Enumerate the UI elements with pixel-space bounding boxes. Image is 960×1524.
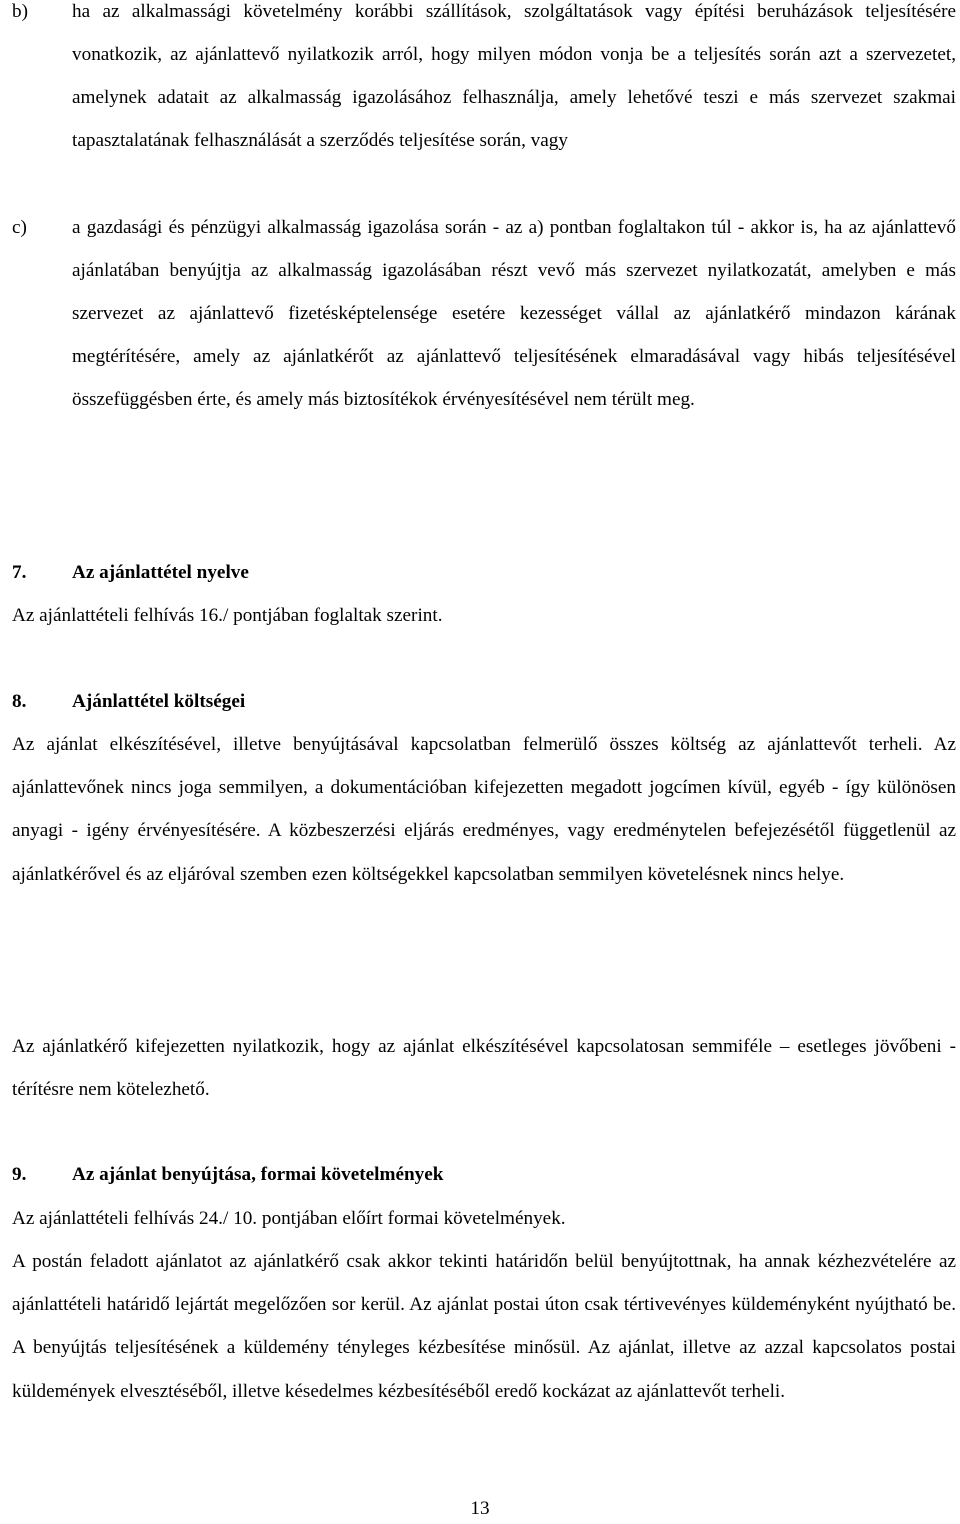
section-8-paragraph-1: Az ajánlat elkészítésével, illetve benyújtásával kapcsolatban felmerülő összes költség az ajánlattevőt terheli. Az ajánlattevőnek nincs joga semmilyen, a dokumentációban kifejezetten megadott jogcímen kívül, egyéb - így különösen anyagi - igény érvényesítésére. A közbeszerzési eljárás eredményes, vagy eredménytelen befejezésétől függetlenül az ajánlatkérővel és az eljáróval szemben ezen költségekkel kapcsolatban semmilyen követelésnek nincs helye. xyxy=(12,734,956,885)
section-title: Ajánlattétel költségei xyxy=(72,691,246,712)
list-label: c) xyxy=(12,217,27,238)
section-number: 9. xyxy=(12,1164,27,1185)
section-heading-8 xyxy=(12,680,956,723)
list-item-b xyxy=(12,0,956,162)
list-text: ha az alkalmassági követelmény korábbi szállítások, szolgáltatások vagy építési beruházások teljesítésére vonatkozik, az ajánlattevő nyilatkozik arról, hogy milyen módon vonja be a teljesítés során azt a szervezetet, amelynek adatait az alkalmasság igazolásához felhasználja, amely lehetővé teszi e más szervezet szakmai tapasztalatának felhasználását a szerződés teljesítése során, vagy xyxy=(72,1,956,151)
section-9-paragraph-1: Az ajánlattételi felhívás 24./ 10. pontjában előírt formai követelmények. xyxy=(12,1208,566,1229)
list-label: b) xyxy=(12,1,28,22)
section-heading-7 xyxy=(12,551,956,594)
section-title: Az ajánlat benyújtása, formai követelmények xyxy=(72,1164,444,1185)
section-8-paragraph-2: Az ajánlatkérő kifejezetten nyilatkozik, hogy az ajánlat elkészítésével kapcsolatosan semmiféle – esetleges jövőbeni - térítésre nem kötelezhető. xyxy=(12,1036,956,1101)
section-9-paragraph-2: A postán feladott ajánlatot az ajánlatkérő csak akkor tekinti határidőn belül benyújtottnak, ha annak kézhezvételére az ajánlattételi határidő lejártát megelőzően sor kerül. Az ajánlat postai úton csak tértivevényes küldeményként nyújtható be. A benyújtás teljesítésének a küldemény tényleges kézbesítése minősül. Az ajánlat, illetve az azzal kapcsolatos postai küldemények elvesztéséből, illetve késedelmes kézbesítéséből eredő kockázat az ajánlattevőt terheli. xyxy=(12,1251,956,1402)
section-number: 8. xyxy=(12,691,27,712)
page-number: 13 xyxy=(470,1498,490,1519)
section-number: 7. xyxy=(12,562,27,583)
list-text: a gazdasági és pénzügyi alkalmasság igazolása során - az a) pontban foglaltakon túl - akkor is, ha az ajánlattevő ajánlatában benyújtja az alkalmasság igazolásában részt vevő más szervezet nyilatkozatát, amelyben e más szervezet az ajánlattevő fizetésképtelensége esetére kezességet vállal az ajánlatkérő mindazon kárának megtérítésére, amely az ajánlatkérőt az ajánlattevő teljesítésének elmaradásával vagy hibás teljesítésével összefüggésben érte, és amely más biztosítékok érvényesítésével nem térült meg. xyxy=(72,217,956,410)
section-heading-9 xyxy=(12,1153,956,1196)
section-7-paragraph: Az ajánlattételi felhívás 16./ pontjában foglaltak szerint. xyxy=(12,605,443,626)
section-title: Az ajánlattétel nyelve xyxy=(72,562,249,583)
list-item-c xyxy=(12,206,956,421)
